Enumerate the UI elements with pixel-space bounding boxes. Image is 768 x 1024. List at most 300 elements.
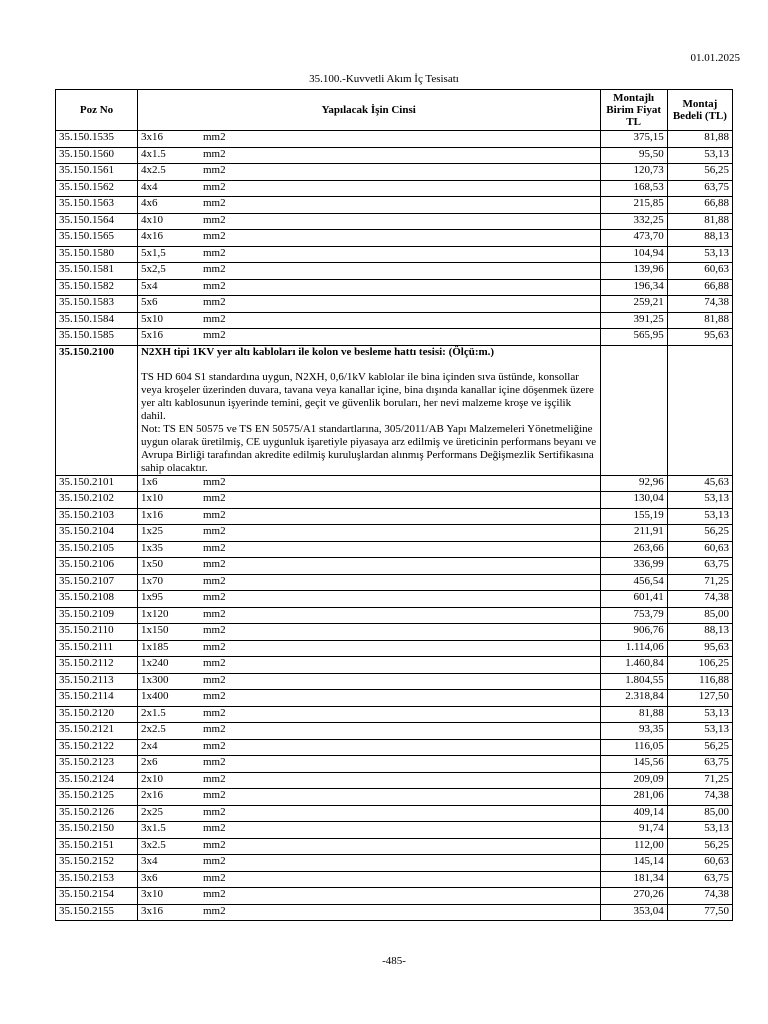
description-price-cell (600, 345, 667, 475)
table-row (56, 657, 733, 674)
cable-size: 2x16 (140, 789, 163, 801)
table-body-description (56, 345, 733, 475)
installation-cost-cell: 66,88 (667, 197, 732, 214)
poz-no-cell: 35.150.2124 (56, 772, 138, 789)
column-header-installation-cost: Montaj Bedeli (TL) (667, 90, 732, 131)
cable-size: 3x4 (140, 855, 158, 867)
poz-no-cell: 35.150.1564 (56, 213, 138, 230)
table-row (56, 888, 733, 905)
cable-size: 1x185 (140, 640, 169, 653)
unit-price-cell: 145,14 (600, 855, 667, 872)
poz-no-cell: 35.150.2101 (56, 475, 138, 492)
cable-unit: mm2 (202, 574, 226, 587)
table-row (56, 706, 733, 723)
work-cell (137, 296, 600, 313)
cable-size: 5x10 (140, 312, 163, 325)
cable-unit: mm2 (202, 657, 226, 669)
work-cell (137, 180, 600, 197)
cable-unit: mm2 (202, 492, 226, 504)
installation-cost-cell: 66,88 (667, 279, 732, 296)
cable-unit: mm2 (202, 279, 226, 292)
poz-no-cell: 35.150.2103 (56, 508, 138, 525)
cable-unit: mm2 (202, 591, 226, 603)
poz-no-cell: 35.150.2102 (56, 492, 138, 509)
poz-no-cell: 35.150.1582 (56, 279, 138, 296)
table-row (56, 492, 733, 509)
installation-cost-cell: 56,25 (667, 164, 732, 181)
work-cell (137, 756, 600, 773)
installation-cost-cell: 53,13 (667, 822, 732, 839)
work-cell (137, 213, 600, 230)
installation-cost-cell: 53,13 (667, 492, 732, 509)
work-cell (137, 772, 600, 789)
page-number: -485- (382, 955, 406, 967)
table-row (56, 246, 733, 263)
cable-unit: mm2 (202, 673, 226, 686)
cable-unit: mm2 (202, 263, 226, 275)
unit-price-cell: 209,09 (600, 772, 667, 789)
cable-unit: mm2 (202, 624, 226, 636)
cable-size: 1x120 (140, 607, 169, 620)
cable-size: 5x16 (140, 329, 163, 341)
cable-unit: mm2 (202, 904, 226, 917)
cable-unit: mm2 (202, 180, 226, 193)
work-cell (137, 822, 600, 839)
installation-cost-cell: 74,38 (667, 789, 732, 806)
cable-size: 1x6 (140, 475, 158, 488)
poz-no-cell: 35.150.2152 (56, 855, 138, 872)
installation-cost-cell: 127,50 (667, 690, 732, 707)
column-header-work-type: Yapılacak İşin Cinsi (137, 90, 600, 131)
table-row (56, 822, 733, 839)
poz-no-cell: 35.150.1560 (56, 147, 138, 164)
poz-no-cell: 35.150.2105 (56, 541, 138, 558)
installation-cost-cell: 45,63 (667, 475, 732, 492)
cable-unit: mm2 (202, 197, 226, 209)
cable-unit: mm2 (202, 838, 226, 851)
installation-cost-cell: 60,63 (667, 855, 732, 872)
poz-no-cell: 35.150.1565 (56, 230, 138, 247)
cable-size: 2x25 (140, 805, 163, 818)
cable-size: 3x16 (140, 131, 163, 143)
work-cell (137, 657, 600, 674)
unit-price-cell: 336,99 (600, 558, 667, 575)
poz-no-cell: 35.150.1563 (56, 197, 138, 214)
cable-size: 3x2.5 (140, 838, 166, 851)
cable-size: 1x150 (140, 624, 169, 636)
installation-cost-cell: 81,88 (667, 312, 732, 329)
installation-cost-cell: 77,50 (667, 904, 732, 921)
work-cell (137, 838, 600, 855)
table-row (56, 673, 733, 690)
installation-cost-cell: 88,13 (667, 624, 732, 641)
poz-no-cell: 35.150.2126 (56, 805, 138, 822)
cable-size: 1x16 (140, 508, 163, 521)
work-cell (137, 574, 600, 591)
work-cell (137, 706, 600, 723)
cable-unit: mm2 (202, 855, 226, 867)
unit-price-cell: 91,74 (600, 822, 667, 839)
installation-cost-cell: 74,38 (667, 591, 732, 608)
installation-cost-cell: 53,13 (667, 723, 732, 740)
cable-size: 1x70 (140, 574, 163, 587)
work-cell (137, 541, 600, 558)
installation-cost-cell: 63,75 (667, 558, 732, 575)
cable-size: 1x50 (140, 558, 163, 570)
work-cell (137, 197, 600, 214)
description-row (56, 345, 733, 475)
poz-no-cell: 35.150.2110 (56, 624, 138, 641)
cable-unit: mm2 (202, 147, 226, 160)
table-row (56, 723, 733, 740)
cable-unit: mm2 (202, 888, 226, 900)
cable-size: 5x6 (140, 296, 158, 308)
poz-no-cell: 35.150.2125 (56, 789, 138, 806)
unit-price-cell: 263,66 (600, 541, 667, 558)
poz-no-cell: 35.150.1585 (56, 329, 138, 346)
description-body: TS HD 604 S1 standardına uygun, N2XH, 0,6/1kV kablolar ile bina içinden sıva üstünde, konsollar veya kroşeler üzerinden duvara, tavana veya kanallar içine, bina dışında kanallar içine döşenmek üzere yer altı kablosunun işyerinde temini, geçit ve güvenlik boruları, her nevi malzeme kroşe ve işçilik dahil. (140, 370, 594, 422)
unit-price-cell: 906,76 (600, 624, 667, 641)
work-cell (137, 690, 600, 707)
poz-no-cell: 35.150.1583 (56, 296, 138, 313)
poz-no-cell: 35.150.2111 (56, 640, 138, 657)
unit-price-cell: 112,00 (600, 838, 667, 855)
work-cell (137, 525, 600, 542)
work-cell (137, 640, 600, 657)
installation-cost-cell: 53,13 (667, 706, 732, 723)
poz-no-cell: 35.150.2114 (56, 690, 138, 707)
table-row (56, 279, 733, 296)
table-row (56, 624, 733, 641)
cable-size: 4x16 (140, 230, 163, 242)
work-cell (137, 591, 600, 608)
table-row (56, 541, 733, 558)
poz-no-cell: 35.150.2153 (56, 871, 138, 888)
table-row (56, 164, 733, 181)
table-row (56, 131, 733, 148)
cable-size: 2x4 (140, 739, 158, 752)
installation-cost-cell: 56,25 (667, 525, 732, 542)
poz-no-cell: 35.150.2112 (56, 657, 138, 674)
cable-unit: mm2 (202, 525, 226, 537)
unit-price-cell: 259,21 (600, 296, 667, 313)
unit-price-cell: 1.460,84 (600, 657, 667, 674)
unit-price-cell: 145,56 (600, 756, 667, 773)
installation-cost-cell: 63,75 (667, 756, 732, 773)
work-cell (137, 673, 600, 690)
cable-unit: mm2 (202, 739, 226, 752)
table-row (56, 263, 733, 280)
cable-size: 4x2.5 (140, 164, 166, 176)
cable-size: 4x10 (140, 213, 163, 226)
unit-price-cell: 601,41 (600, 591, 667, 608)
installation-cost-cell: 53,13 (667, 508, 732, 525)
installation-cost-cell: 60,63 (667, 263, 732, 280)
unit-price-cell: 2.318,84 (600, 690, 667, 707)
table-row (56, 508, 733, 525)
poz-no-cell: 35.150.2150 (56, 822, 138, 839)
work-cell (137, 607, 600, 624)
poz-no-cell: 35.150.2109 (56, 607, 138, 624)
cable-size: 1x95 (140, 591, 163, 603)
cable-size: 2x10 (140, 772, 163, 785)
work-cell (137, 789, 600, 806)
cable-unit: mm2 (202, 871, 226, 884)
poz-no-cell: 35.150.2107 (56, 574, 138, 591)
cable-unit: mm2 (202, 789, 226, 801)
installation-cost-cell: 85,00 (667, 607, 732, 624)
unit-price-cell: 753,79 (600, 607, 667, 624)
cable-size: 2x6 (140, 756, 158, 768)
work-cell (137, 624, 600, 641)
unit-price-cell: 196,34 (600, 279, 667, 296)
table-row (56, 904, 733, 921)
work-cell (137, 246, 600, 263)
cable-unit: mm2 (202, 805, 226, 818)
table-row (56, 329, 733, 346)
unit-price-cell: 270,26 (600, 888, 667, 905)
poz-no-cell: 35.150.2151 (56, 838, 138, 855)
installation-cost-cell: 71,25 (667, 574, 732, 591)
cable-size: 5x4 (140, 279, 158, 292)
cable-unit: mm2 (202, 329, 226, 341)
cable-unit: mm2 (202, 772, 226, 785)
unit-price-cell: 92,96 (600, 475, 667, 492)
installation-cost-cell: 88,13 (667, 230, 732, 247)
work-cell (137, 279, 600, 296)
poz-no-cell: 35.150.2154 (56, 888, 138, 905)
unit-price-cell: 120,73 (600, 164, 667, 181)
column-header-poz-no: Poz No (56, 90, 138, 131)
unit-price-cell: 81,88 (600, 706, 667, 723)
poz-no-cell: 35.150.2113 (56, 673, 138, 690)
cable-size: 4x6 (140, 197, 158, 209)
work-cell (137, 164, 600, 181)
cable-unit: mm2 (202, 640, 226, 653)
cable-size: 4x4 (140, 180, 158, 193)
unit-price-cell: 168,53 (600, 180, 667, 197)
poz-no-cell: 35.150.1561 (56, 164, 138, 181)
cable-size: 5x1,5 (140, 246, 166, 259)
work-cell (137, 855, 600, 872)
price-table (55, 89, 733, 921)
unit-price-cell: 409,14 (600, 805, 667, 822)
table-row (56, 805, 733, 822)
cable-unit: mm2 (202, 131, 226, 143)
cable-unit: mm2 (202, 723, 226, 735)
cable-size: 2x1.5 (140, 706, 166, 719)
cable-unit: mm2 (202, 296, 226, 308)
unit-price-cell: 93,35 (600, 723, 667, 740)
table-body-top (56, 131, 733, 346)
table-row (56, 475, 733, 492)
table-row (56, 230, 733, 247)
unit-price-cell: 139,96 (600, 263, 667, 280)
work-cell (137, 508, 600, 525)
cable-unit: mm2 (202, 690, 226, 702)
poz-no-cell: 35.150.2155 (56, 904, 138, 921)
poz-no-cell: 35.150.1535 (56, 131, 138, 148)
description-poz-no: 35.150.2100 (56, 345, 138, 475)
table-row (56, 756, 733, 773)
work-cell (137, 329, 600, 346)
work-cell (137, 888, 600, 905)
cable-size: 1x10 (140, 492, 163, 504)
unit-price-cell: 456,54 (600, 574, 667, 591)
cable-size: 3x6 (140, 871, 158, 884)
installation-cost-cell: 95,63 (667, 329, 732, 346)
installation-cost-cell: 81,88 (667, 131, 732, 148)
unit-price-cell: 95,50 (600, 147, 667, 164)
work-cell (137, 904, 600, 921)
poz-no-cell: 35.150.2104 (56, 525, 138, 542)
installation-cost-cell: 53,13 (667, 147, 732, 164)
description-note: Not: TS EN 50575 ve TS EN 50575/A1 standartlarına, 305/2011/AB Yapı Malzemeleri Yönetmeliğine uygun olarak üretilmiş, CE uygunluk işaretiyle piyasaya arz edilmiş ve üreticinin performans beyanı ve Avrupa Birliği tarafından akredite edilmiş kuruluşlardan alınmış Performans Değişmezlik Sertifikasına sahip olacaktır. (140, 422, 597, 474)
poz-no-cell: 35.150.1581 (56, 263, 138, 280)
poz-no-cell: 35.150.1562 (56, 180, 138, 197)
table-row (56, 213, 733, 230)
cable-size: 1x25 (140, 525, 163, 537)
cable-unit: mm2 (202, 607, 226, 620)
table-row (56, 558, 733, 575)
cable-unit: mm2 (202, 541, 226, 554)
unit-price-cell: 353,04 (600, 904, 667, 921)
work-cell (137, 871, 600, 888)
table-row (56, 574, 733, 591)
unit-price-cell: 155,19 (600, 508, 667, 525)
poz-no-cell: 35.150.2121 (56, 723, 138, 740)
table-row (56, 855, 733, 872)
poz-no-cell: 35.150.2108 (56, 591, 138, 608)
unit-price-cell: 116,05 (600, 739, 667, 756)
work-cell (137, 263, 600, 280)
work-cell (137, 558, 600, 575)
cable-unit: mm2 (202, 230, 226, 242)
work-cell (137, 739, 600, 756)
cable-unit: mm2 (202, 508, 226, 521)
unit-price-cell: 130,04 (600, 492, 667, 509)
table-row (56, 871, 733, 888)
table-row (56, 640, 733, 657)
cable-unit: mm2 (202, 756, 226, 768)
cable-size: 1x300 (140, 673, 169, 686)
table-header-row (56, 90, 733, 131)
section-title: 35.100.-Kuvvetli Akım İç Tesisatı (309, 73, 459, 85)
unit-price-cell: 332,25 (600, 213, 667, 230)
table-row (56, 180, 733, 197)
work-cell (137, 312, 600, 329)
table-row (56, 739, 733, 756)
table-row (56, 197, 733, 214)
installation-cost-cell: 56,25 (667, 838, 732, 855)
poz-no-cell: 35.150.1584 (56, 312, 138, 329)
installation-cost-cell: 56,25 (667, 739, 732, 756)
cable-unit: mm2 (202, 312, 226, 325)
poz-no-cell: 35.150.1580 (56, 246, 138, 263)
installation-cost-cell: 95,63 (667, 640, 732, 657)
cable-size: 3x16 (140, 904, 163, 917)
table-row (56, 525, 733, 542)
cable-size: 2x2.5 (140, 723, 166, 735)
unit-price-cell: 1.804,55 (600, 673, 667, 690)
installation-cost-cell: 60,63 (667, 541, 732, 558)
cable-size: 3x10 (140, 888, 163, 900)
cable-size: 1x35 (140, 541, 163, 554)
unit-price-cell: 281,06 (600, 789, 667, 806)
cable-unit: mm2 (202, 475, 226, 488)
cable-unit: mm2 (202, 164, 226, 176)
poz-no-cell: 35.150.2120 (56, 706, 138, 723)
table-row (56, 772, 733, 789)
cable-size: 1x400 (140, 690, 169, 702)
cable-size: 5x2,5 (140, 263, 166, 275)
installation-cost-cell: 116,88 (667, 673, 732, 690)
unit-price-cell: 211,91 (600, 525, 667, 542)
work-cell (137, 492, 600, 509)
table-row (56, 690, 733, 707)
cable-size: 3x1.5 (140, 822, 166, 834)
cable-unit: mm2 (202, 558, 226, 570)
table-row (56, 147, 733, 164)
installation-cost-cell: 74,38 (667, 888, 732, 905)
cable-unit: mm2 (202, 822, 226, 834)
unit-price-cell: 181,34 (600, 871, 667, 888)
work-cell (137, 723, 600, 740)
installation-cost-cell: 63,75 (667, 180, 732, 197)
work-cell (137, 230, 600, 247)
unit-price-cell: 215,85 (600, 197, 667, 214)
installation-cost-cell: 85,00 (667, 805, 732, 822)
installation-cost-cell: 53,13 (667, 246, 732, 263)
poz-no-cell: 35.150.2106 (56, 558, 138, 575)
table-row (56, 591, 733, 608)
work-cell (137, 131, 600, 148)
installation-cost-cell: 74,38 (667, 296, 732, 313)
description-cell (137, 345, 600, 475)
cable-unit: mm2 (202, 706, 226, 719)
installation-cost-cell: 71,25 (667, 772, 732, 789)
work-cell (137, 475, 600, 492)
unit-price-cell: 104,94 (600, 246, 667, 263)
document-date: 01.01.2025 (690, 52, 740, 64)
installation-cost-cell: 106,25 (667, 657, 732, 674)
unit-price-cell: 391,25 (600, 312, 667, 329)
description-mont-cell (667, 345, 732, 475)
work-cell (137, 805, 600, 822)
table-row (56, 607, 733, 624)
table-row (56, 296, 733, 313)
work-cell (137, 147, 600, 164)
cable-unit: mm2 (202, 213, 226, 226)
poz-no-cell: 35.150.2122 (56, 739, 138, 756)
table-body-bottom (56, 475, 733, 921)
cable-unit: mm2 (202, 246, 226, 259)
column-header-unit-price: Montajlı Birim Fiyat TL (600, 90, 667, 131)
cable-size: 1x240 (140, 657, 169, 669)
table-row (56, 789, 733, 806)
unit-price-cell: 565,95 (600, 329, 667, 346)
poz-no-cell: 35.150.2123 (56, 756, 138, 773)
installation-cost-cell: 81,88 (667, 213, 732, 230)
description-title: N2XH tipi 1KV yer altı kabloları ile kolon ve besleme hattı tesisi: (Ölçü:m.) (140, 345, 495, 358)
table-row (56, 312, 733, 329)
unit-price-cell: 473,70 (600, 230, 667, 247)
table-row (56, 838, 733, 855)
unit-price-cell: 1.114,06 (600, 640, 667, 657)
installation-cost-cell: 63,75 (667, 871, 732, 888)
unit-price-cell: 375,15 (600, 131, 667, 148)
cable-size: 4x1.5 (140, 147, 166, 160)
